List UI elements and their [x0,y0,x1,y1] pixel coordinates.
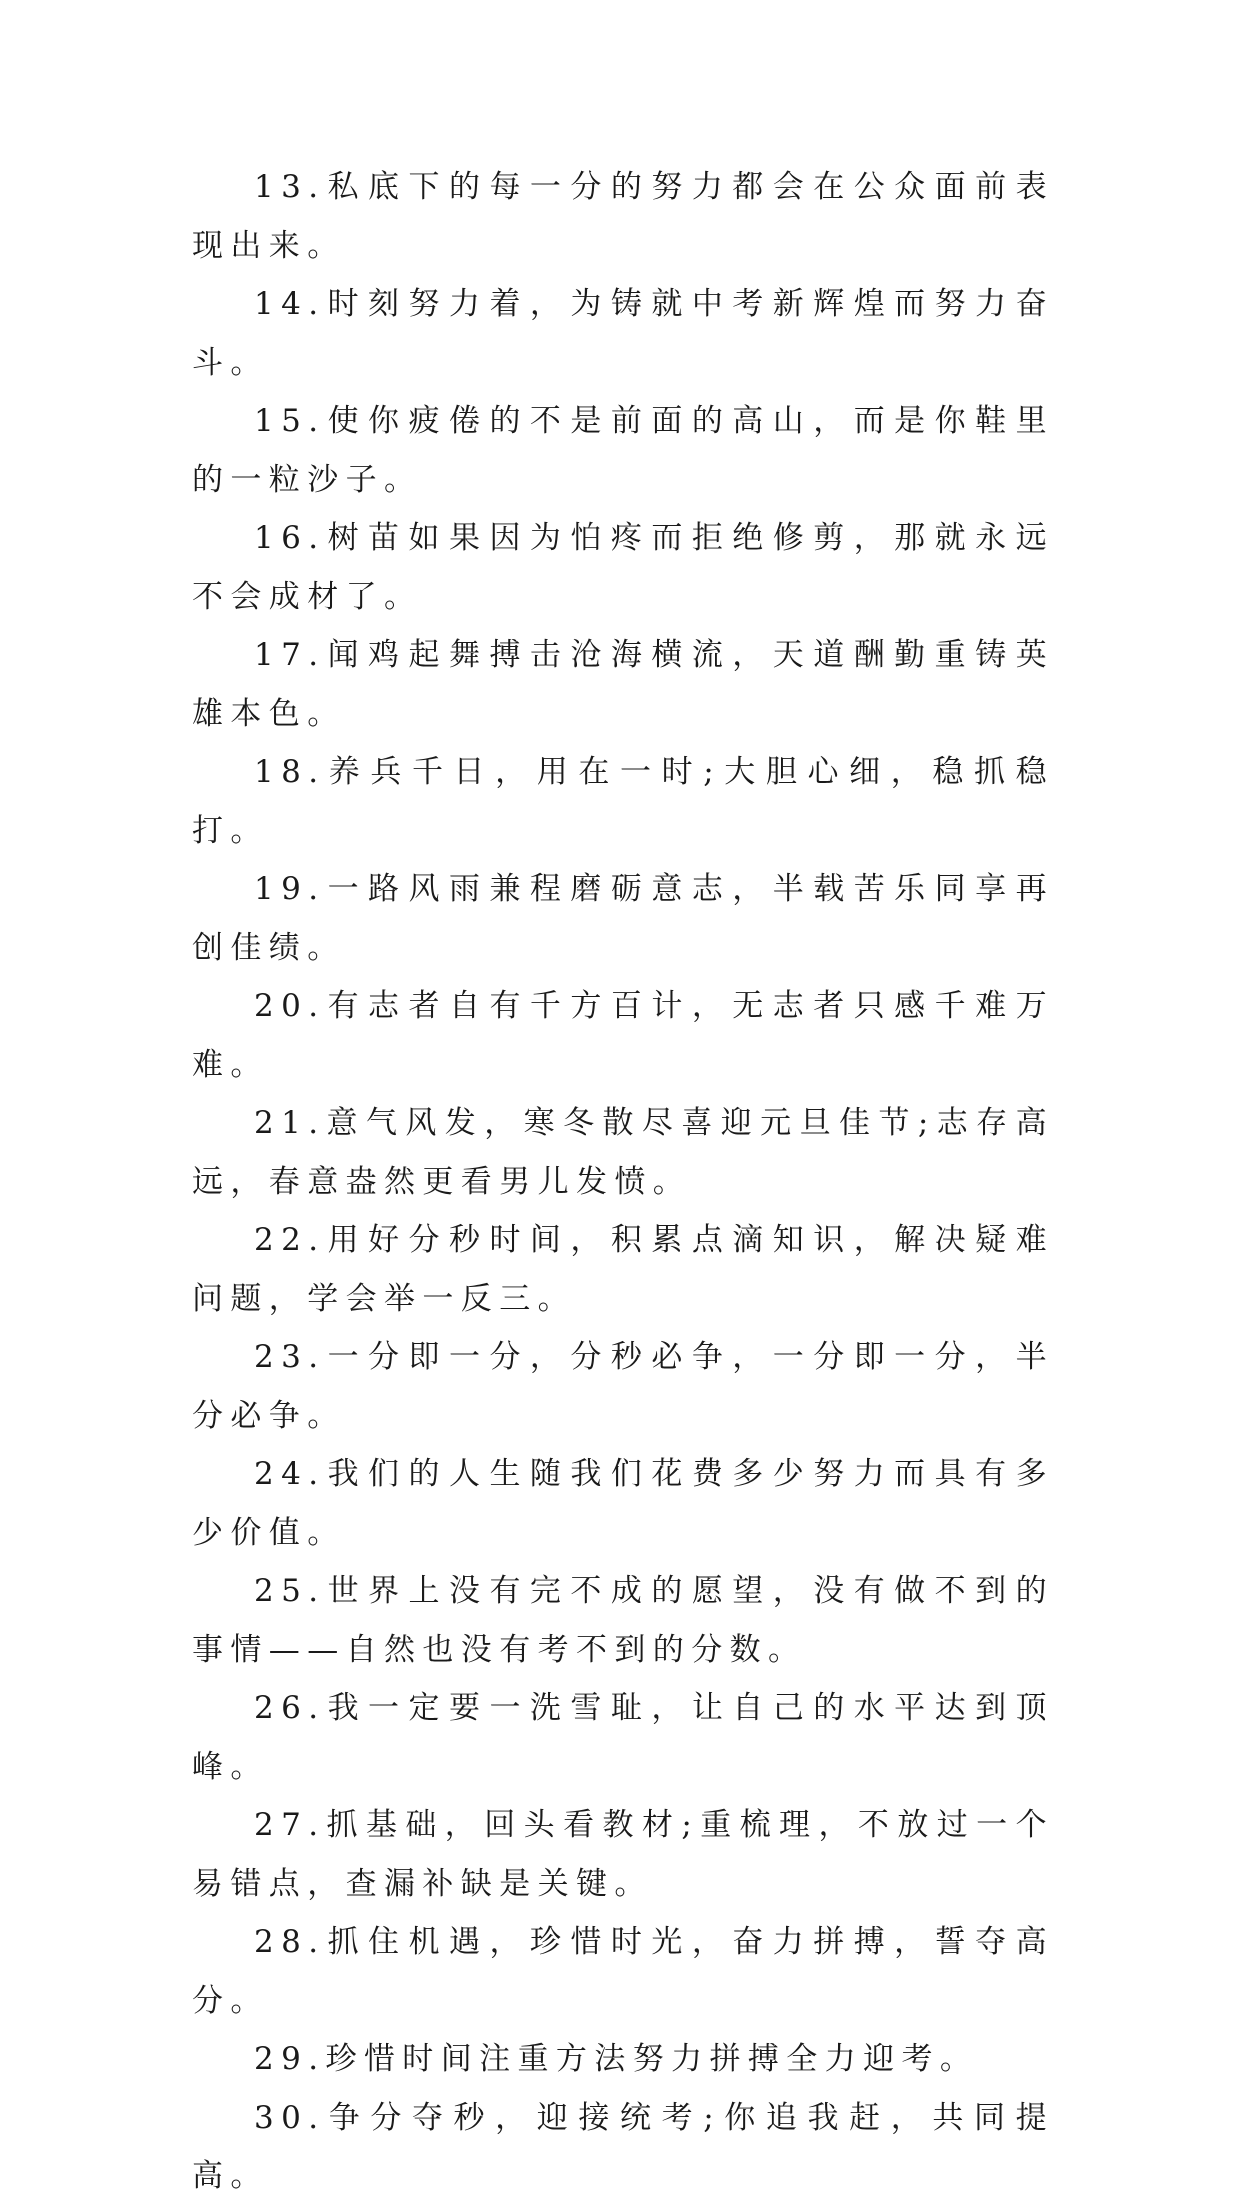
paragraph-16: 16.树苗如果因为怕疼而拒绝修剪，那就永远不会成材了。 [192,520,1054,615]
paragraph-28: 28.抓住机遇，珍惜时光，奋力拼搏，誓夺高分。 [192,1924,1054,2019]
paragraph-15: 15.使你疲倦的不是前面的高山，而是你鞋里的一粒沙子。 [192,403,1054,498]
paragraph-30: 30.争分夺秒，迎接统考;你追我赶，共同提高。 [192,2099,1054,2194]
paragraph-25: 25.世界上没有完不成的愿望，没有做不到的事情——自然也没有考不到的分数。 [192,1573,1054,1668]
paragraph-24: 24.我们的人生随我们花费多少努力而具有多少价值。 [192,1456,1054,1551]
paragraph-26: 26.我一定要一洗雪耻，让自己的水平达到顶峰。 [192,1690,1054,1785]
paragraph-17: 17.闻鸡起舞搏击沧海横流，天道酬勤重铸英雄本色。 [192,637,1054,732]
paragraph-29: 29.珍惜时间注重方法努力拼搏全力迎考。 [254,2041,979,2077]
paragraph-14: 14.时刻努力着，为铸就中考新辉煌而努力奋斗。 [192,286,1054,381]
paragraph-23: 23.一分即一分，分秒必争，一分即一分，半分必争。 [192,1339,1054,1434]
document-body [192,158,1054,2206]
paragraph-21: 21.意气风发，寒冬散尽喜迎元旦佳节;志存高远，春意盎然更看男儿发愤。 [192,1105,1054,1200]
paragraph-20: 20.有志者自有千方百计，无志者只感千难万难。 [192,988,1054,1083]
paragraph-19: 19.一路风雨兼程磨砺意志，半载苦乐同享再创佳绩。 [192,871,1054,966]
paragraph-18: 18.养兵千日，用在一时;大胆心细，稳抓稳打。 [192,754,1054,849]
paragraph-27: 27.抓基础，回头看教材;重梳理，不放过一个易错点，查漏补缺是关键。 [192,1807,1054,1902]
paragraph-22: 22.用好分秒时间，积累点滴知识，解决疑难问题，学会举一反三。 [192,1222,1054,1317]
paragraph-13: 13.私底下的每一分的努力都会在公众面前表现出来。 [192,169,1054,264]
